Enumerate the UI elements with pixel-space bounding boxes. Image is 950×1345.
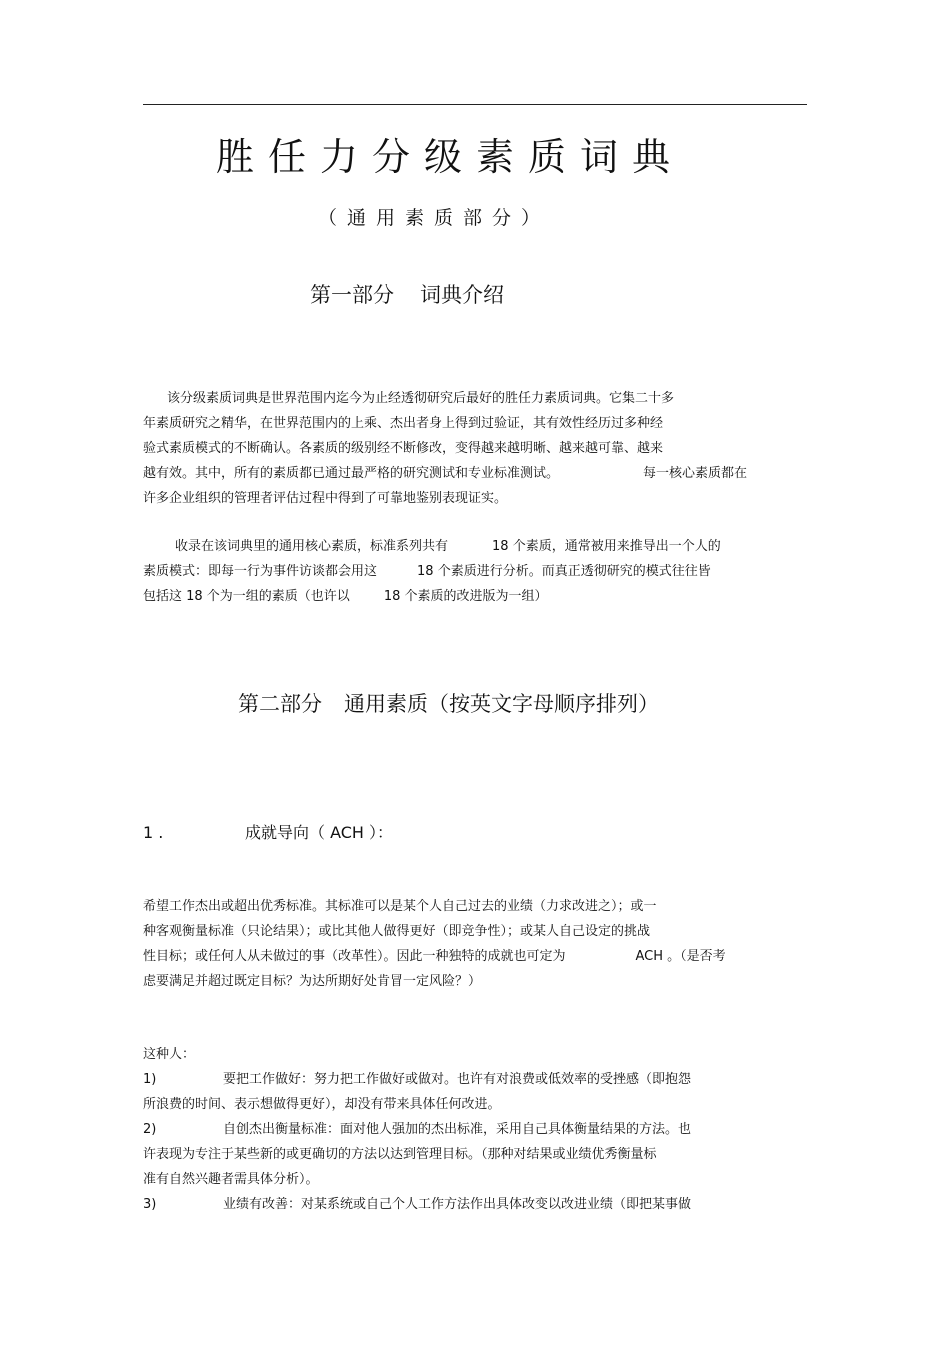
competency-heading-ach (143, 820, 393, 846)
behavior-item (143, 1192, 691, 1217)
text-line (143, 584, 721, 609)
document-title: 胜任力分级素质词典 (215, 135, 684, 179)
text-line (143, 944, 726, 969)
competency-label: 成就导向（ ACH ）： (245, 823, 394, 842)
text-segment: 包括这 18 个为一组的素质（也许以 (143, 589, 350, 604)
top-rule (143, 104, 807, 105)
text-line: 年素质研究之精华，在世界范围内的上乘、杰出者身上得到过验证，其有效性经历过多种经 (143, 416, 664, 431)
text-line: 种客观衡量标准（只论结果）；或比其他人做得更好（即竞争性）；或某人自己设定的挑战 (143, 924, 651, 939)
section-1-part: 第一部分 (310, 283, 394, 307)
behavior-list (143, 1042, 691, 1217)
behavior-text: 业绩有改善：对某系统或自己个人工作方法作出具体改变以改进业绩（即把某事做 (223, 1197, 692, 1212)
text-segment: 18 个素质，通常被用来推导出一个人的 (492, 539, 721, 554)
text-line: 虑要满足并超过既定目标？为达所期好处肯冒一定风险？） (143, 974, 482, 989)
text-segment: 18 个素质的改进版为一组） (383, 589, 548, 604)
section-2-name: 通用素质（按英文字母顺序排列） (344, 692, 659, 716)
intro-paragraph-1 (143, 386, 747, 511)
behavior-continuation: 准有自然兴趣者需具体分析）。 (143, 1172, 319, 1187)
competency-definition (143, 894, 726, 994)
behavior-text: 自创杰出衡量标准：面对他人强加的杰出标准，采用自己具体衡量结果的方法。也 (223, 1122, 692, 1137)
competency-number: 1 . (143, 823, 164, 842)
behavior-lead: 这种人： (143, 1047, 196, 1062)
text-segment: 收录在该词典里的通用核心素质，标准系列共有 (175, 539, 449, 554)
behavior-text: 要把工作做好：努力把工作做好或做对。也许有对浪费或低效率的受挫感（即抱怨 (223, 1072, 692, 1087)
behavior-number: 3) (143, 1197, 157, 1212)
section-2-heading (238, 689, 659, 719)
behavior-item (143, 1067, 691, 1092)
section-2-part: 第二部分 (238, 692, 322, 716)
behavior-number: 1) (143, 1072, 157, 1087)
text-segment: 越有效。其中，所有的素质都已通过最严格的研究测试和专业标准测试。 (143, 466, 560, 481)
text-segment: 性目标；或任何人从未做过的事（改革性）。因此一种独特的成就也可定为 (143, 949, 566, 964)
behavior-continuation: 许表现为专注于某些新的或更确切的方法以达到管理目标。（那种对结果或业绩优秀衡量标 (143, 1147, 657, 1162)
text-line (143, 559, 721, 584)
text-line (143, 534, 721, 559)
text-line: 验式素质模式的不断确认。各素质的级别经不断修改，变得越来越明晰、越来越可靠、越来 (143, 441, 664, 456)
text-segment: 素质模式：即每一行为事件访谈都会用这 (143, 564, 378, 579)
intro-paragraph-2 (143, 534, 721, 609)
section-1-heading (310, 280, 504, 310)
text-line: 希望工作杰出或超出优秀标准。其标准可以是某个人自己过去的业绩（力求改进之）；或一 (143, 899, 657, 914)
text-line (143, 461, 747, 486)
text-line: 该分级素质词典是世界范围内迄今为止经透彻研究后最好的胜任力素质词典。它集二十多 (167, 391, 675, 406)
text-segment: 每一核心素质都在 (643, 466, 748, 481)
text-segment: ACH 。（是否考 (635, 949, 726, 964)
document-subtitle: （通用素质部分） (317, 207, 550, 229)
behavior-number: 2) (143, 1122, 157, 1137)
behavior-item (143, 1117, 691, 1142)
text-line: 许多企业组织的管理者评估过程中得到了可靠地鉴别表现证实。 (143, 491, 508, 506)
text-segment: 18 个素质进行分析。而真正透彻研究的模式往往皆 (417, 564, 711, 579)
section-1-name: 词典介绍 (420, 283, 504, 307)
behavior-continuation: 所浪费的时间、表示想做得更好），却没有带来具体任何改进。 (143, 1097, 501, 1112)
